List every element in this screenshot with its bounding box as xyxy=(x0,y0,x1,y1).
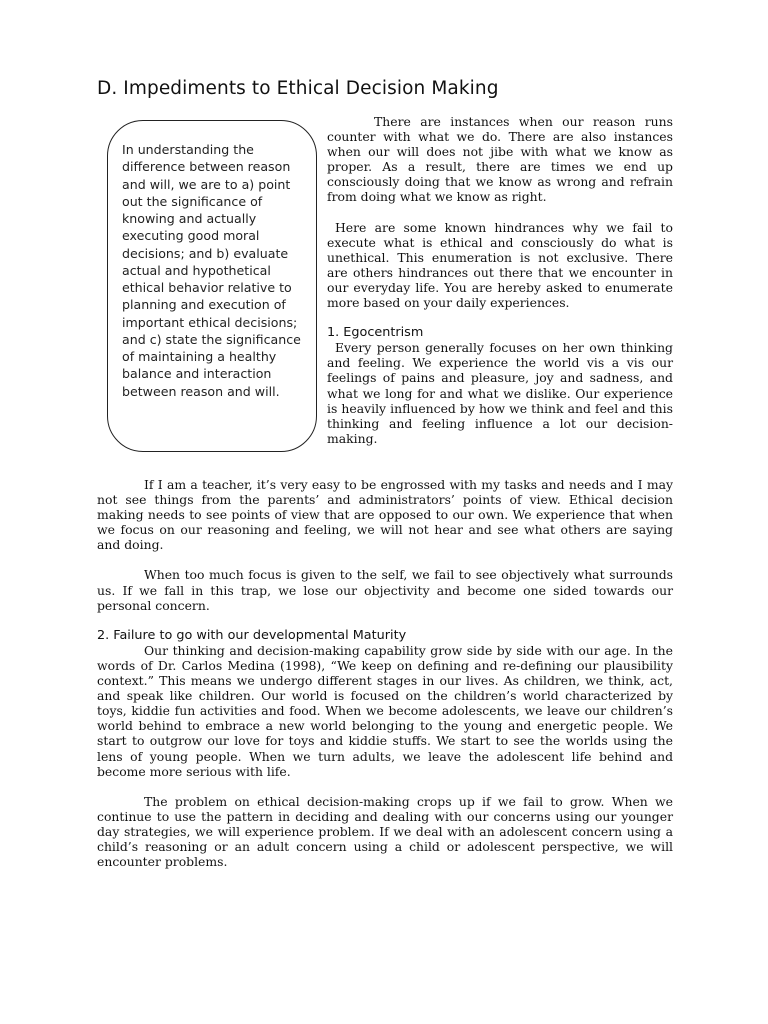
hindrances-paragraph: Here are some known hindrances why we fail to execute what is ethical and consciously do what is unethical. This enumeration is not exclusive. There are others hindrances out there that we encounter in our everyday life. You are hereby asked to enumerate more based on your daily experiences. xyxy=(327,219,673,311)
maturity-subheading: 2. Failure to go with our developmental Maturity xyxy=(97,627,407,643)
right-column xyxy=(327,114,673,446)
section-heading: D. Impediments to Ethical Decision Making xyxy=(97,78,499,99)
egocentrism-subheading: 1. Egocentrism xyxy=(327,325,424,341)
self-focus-paragraph: When too much focus is given to the self, we fail to see objectively what surrounds us. If we fall in this trap, we lose our objectivity and become one sided towards our personal concern. xyxy=(97,567,673,613)
growth-problem-paragraph: The problem on ethical decision-making crops up if we fail to grow. When we continue to use the pattern in deciding and dealing with our concerns using our younger day strategies, we will experience problem. If we deal with an adolescent concern using a child’s reasoning or an adult concern using a child or adolescent perspective, we will encounter problems. xyxy=(97,793,673,870)
maturity-paragraph: Our thinking and decision-making capability grow side by side with our age. In the words of Dr. Carlos Medina (1998), “We keep on defining and re-defining our plausibility context.” This means we undergo different stages in our lives. As children, we think, act, and speak like children. Our world is focused on the children’s world characterized by toys, kiddie fun activities and food. When we become adolescents, we leave our children’s world behind to embrace a new world belonging to the young and energetic people. We start to outgrow our love for toys and kiddie stuffs. We start to see the worlds using the lens of young people. When we turn adults, we leave the adolescent life behind and become more serious with life. xyxy=(97,642,673,779)
teacher-example-paragraph: If I am a teacher, it’s very easy to be engrossed with my tasks and needs and I may not see things from the parents’ and administrators’ points of view. Ethical decision making needs to see points of view that are opposed to our own. We experience that when we focus on our reasoning and feeling, we will not hear and see what others are saying and doing. xyxy=(97,477,673,553)
objectives-box: In understanding the difference between reason and will, we are to a) point out the significance of knowing and actually executing good moral decisions; and b) evaluate actual and hypothetical ethical behavior relative to planning and execution of important ethical decisions; and c) state the significance of maintaining a healthy balance and interaction between reason and will. xyxy=(107,120,317,452)
main-column xyxy=(97,477,673,869)
intro-paragraph: There are instances when our reason runs counter with what we do. There are also instances when our will does not jibe with what we know as proper. As a result, there are times we end up consciously doing that we know as wrong and refrain from doing what we know as right. xyxy=(327,114,673,205)
egocentrism-paragraph: Every person generally focuses on her own thinking and feeling. We experience the world vis a vis our feelings of pains and pleasure, joy and sadness, and what we long for and what we dislike. Our experience is heavily influenced by how we think and feel and this thinking and feeling influence a lot our decision-making. xyxy=(327,340,673,446)
